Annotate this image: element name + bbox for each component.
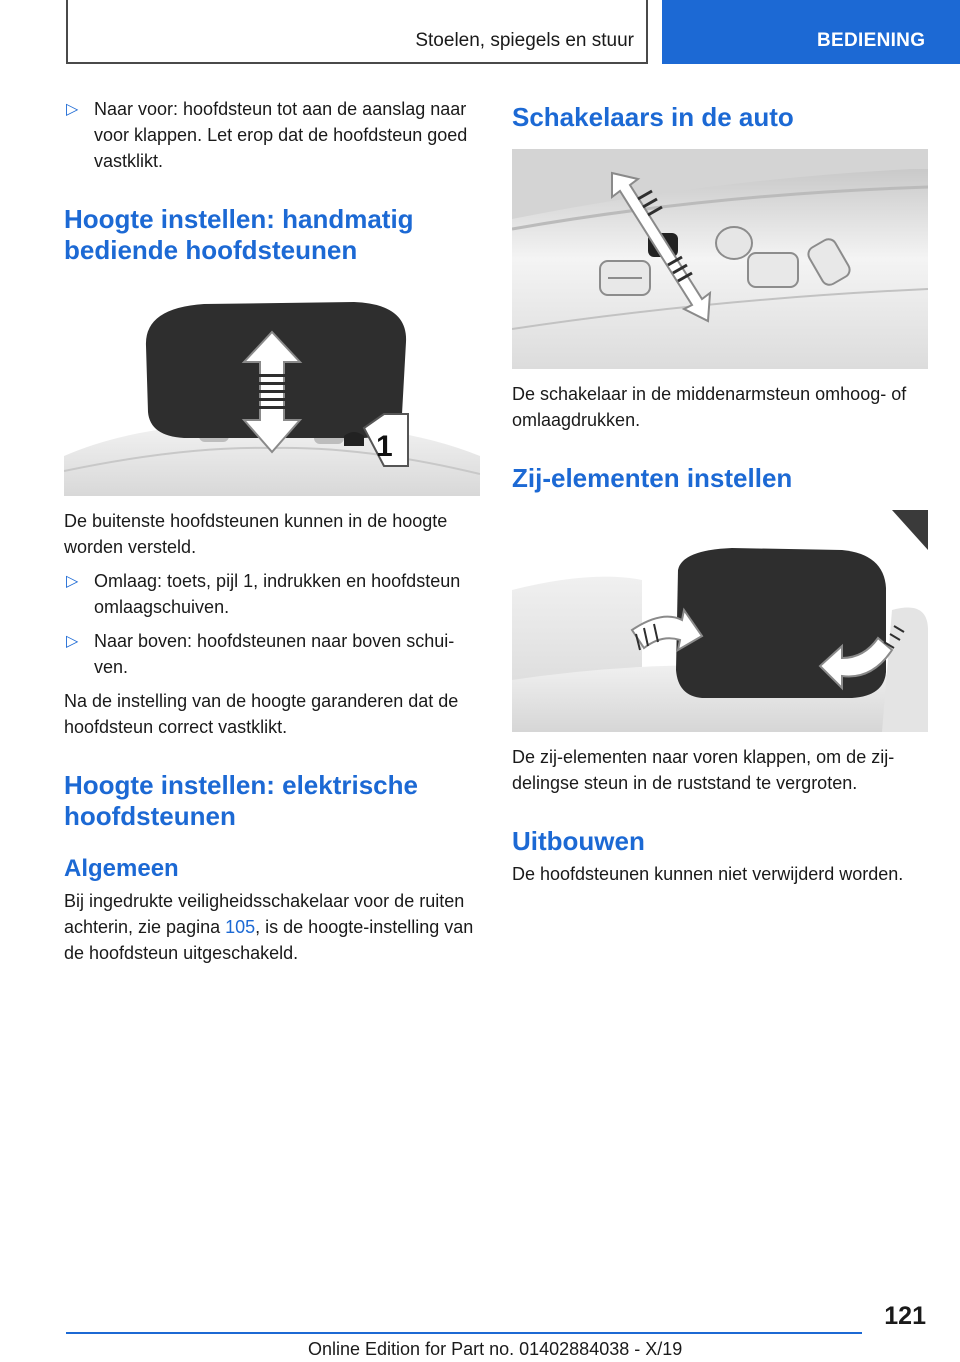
header-chapter-tab xyxy=(662,0,960,64)
triangle-right-outline-icon: ▷ xyxy=(66,101,79,118)
paragraph-after-adjust: Na de instelling van de hoogte garanderen dat de hoofdsteun correct vastklikt. xyxy=(64,691,459,737)
figure-switch xyxy=(512,149,928,369)
paragraph-general xyxy=(64,888,480,966)
page-reference-link[interactable]: 105 xyxy=(225,917,256,937)
footer-divider xyxy=(66,1332,862,1334)
list-item-text: Naar boven: hoofdsteunen naar boven schuiven. xyxy=(94,631,455,677)
paragraph-remove: De hoofdsteunen kunnen niet verwijderd worden. xyxy=(512,864,904,884)
subheading-general: Algemeen xyxy=(64,855,179,882)
paragraph-side-elements: De zij-elementen naar voren klappen, om de zijdelingse steun in de ruststand te vergroten. xyxy=(512,747,895,793)
heading-side-elements: Zij-elementen instellen xyxy=(512,463,793,493)
armrest-switch-illustration xyxy=(512,149,928,369)
list-item-text: Naar voor: hoofdsteun tot aan de aanslag naar voor klappen. Let erop dat de hoofdsteun goed vastklikt. xyxy=(94,99,468,171)
list-item xyxy=(64,96,480,174)
page-number: 121 xyxy=(884,1302,926,1330)
left-column xyxy=(64,96,480,974)
header-section-box xyxy=(66,0,648,64)
triangle-right-outline-icon: ▷ xyxy=(66,633,79,650)
heading-manual-height: Hoogte instellen: handmatig bediende hoofdsteunen xyxy=(64,204,414,265)
paragraph-general-text-2: , is de hoogte-instelling van de hoofdsteun uitgeschakeld. xyxy=(64,917,474,963)
side-wings-illustration xyxy=(512,510,928,732)
header-chapter-title: BEDIENING xyxy=(817,30,926,51)
paragraph-switch: De schakelaar in de middenarmsteun omhoog- of omlaagdrukken. xyxy=(512,384,907,430)
heading-electric-height: Hoogte instellen: elektrische hoofdsteunen xyxy=(64,770,418,831)
header-section-title: Stoelen, spiegels en stuur xyxy=(415,30,634,51)
heading-remove: Uitbouwen xyxy=(512,826,645,856)
right-column xyxy=(512,96,928,895)
triangle-right-outline-icon: ▷ xyxy=(66,573,79,590)
list-item-text: Omlaag: toets, pijl 1, indrukken en hoofdsteun omlaagschuiven. xyxy=(94,571,461,617)
paragraph-general-text-1: Bij ingedrukte veiligheidsschakelaar voor de ruiten achterin, zie pagina xyxy=(64,891,465,937)
figure-manual-headrest xyxy=(64,296,480,496)
footer-edition: Online Edition for Part no. 01402884038 - X/19 xyxy=(308,1339,683,1359)
list-item xyxy=(64,568,480,620)
figure-label-1: 1 xyxy=(376,430,393,463)
heading-switches: Schakelaars in de auto xyxy=(512,102,794,132)
list-item xyxy=(64,628,480,680)
figure-side-elements xyxy=(512,510,928,732)
paragraph-outer-headrests: De buitenste hoofdsteunen kunnen in de hoogte worden versteld. xyxy=(64,511,448,557)
headrest-height-illustration xyxy=(64,296,480,496)
